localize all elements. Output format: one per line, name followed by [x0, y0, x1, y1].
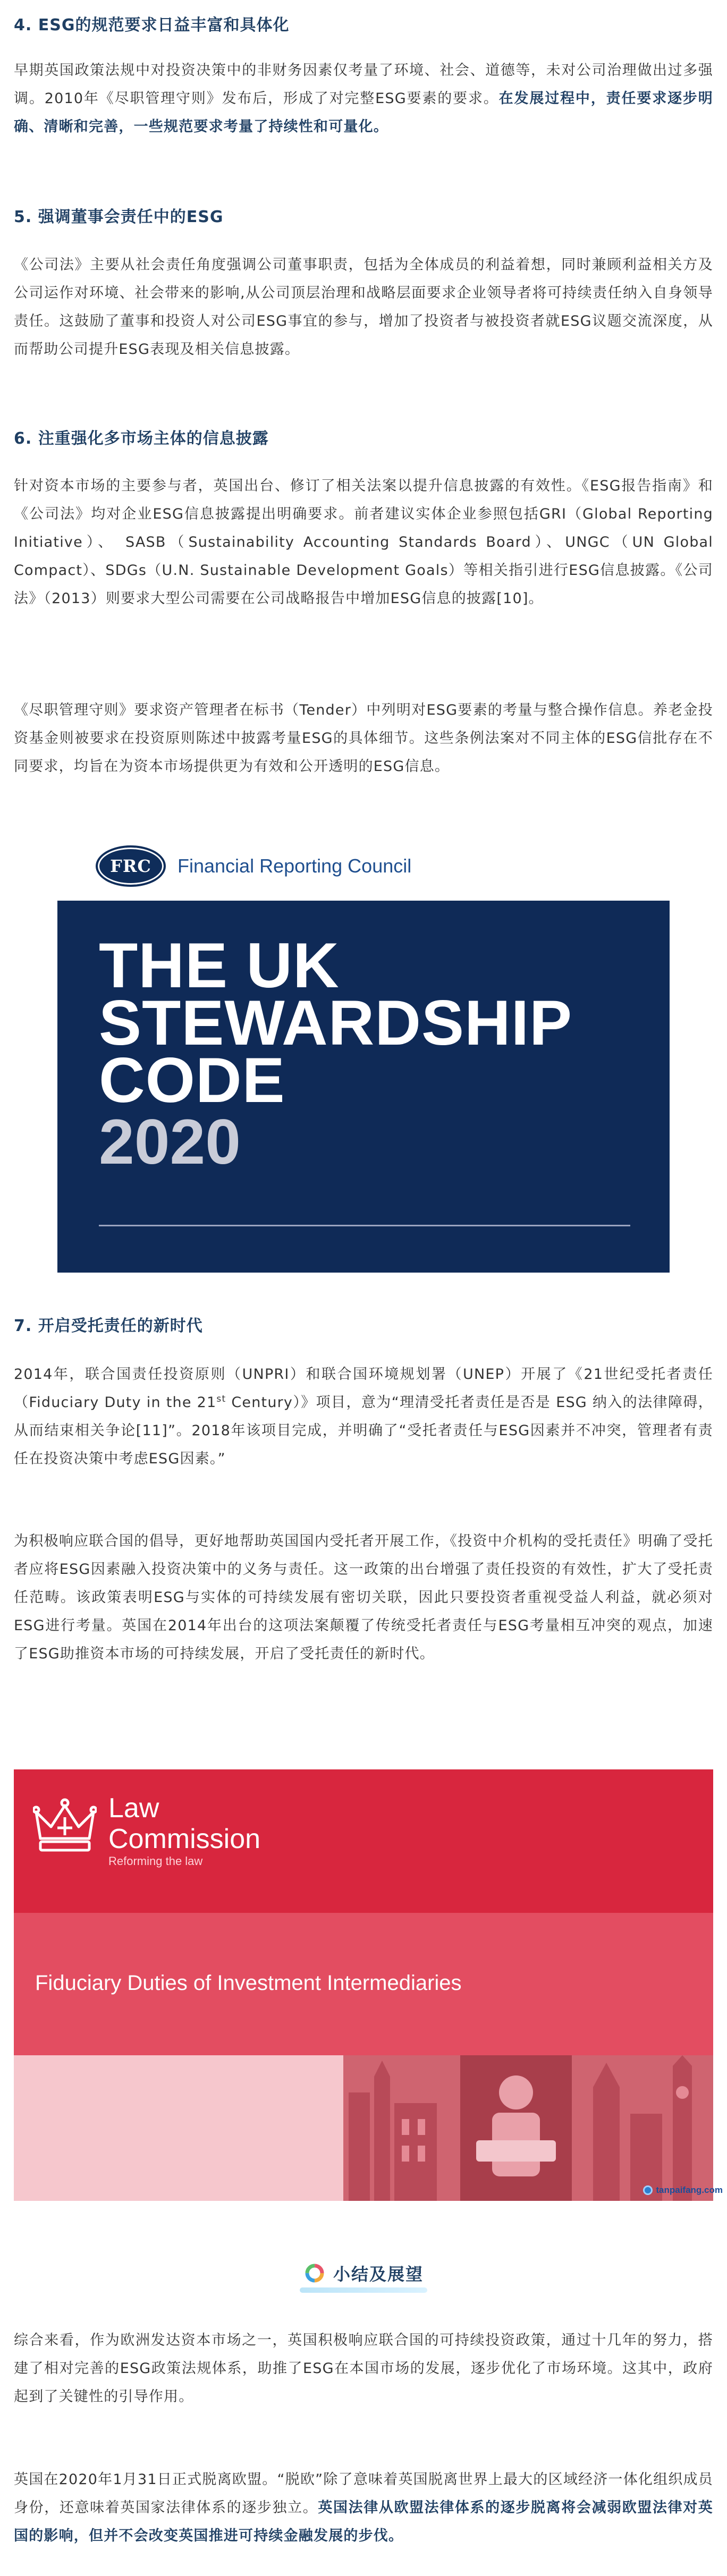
summary-underline	[300, 2287, 427, 2293]
photo-collage	[343, 2055, 713, 2201]
section-7-text-b: Century）》项目，意为“理清受托者责任是否是 ESG 纳入的法律障碍，从而结束相关争论[11]”。2018年该项目完成，并明确了“受托者责任与ESG因素并不冲突，管理者有责任在投资决策中考虑ESG因素。”	[14, 1394, 713, 1467]
section-6-title: 6. 注重强化多市场主体的信息披露	[14, 429, 269, 448]
section-5-title: 5. 强调董事会责任中的ESG	[14, 208, 224, 226]
cover-title: THE UK STEWARDSHIP CODE	[99, 930, 573, 1116]
law-commission-tagline: Reforming the law	[108, 1854, 203, 1868]
colorful-ring-icon	[303, 2262, 326, 2284]
law-commission-title: Law Commission	[108, 1793, 261, 1854]
summary-paragraph-1: 综合来看，作为欧洲发达资本市场之一，英国积极响应联合国的可持续投资政策，通过十几年的努力，搭建了相对完善的ESG政策法规体系，助推了ESG在本国市场的发展，逐步优化了市场环境。这其中，政府起到了关键性的引导作用。	[14, 2332, 713, 2405]
law-commission-band	[14, 1913, 713, 2055]
frc-logo: FRC	[96, 845, 166, 887]
section-4-paragraph	[14, 56, 713, 141]
pale-panel	[14, 2055, 343, 2201]
section-4-title: 4. ESG的规范要求日益丰富和具体化	[14, 16, 290, 35]
frc-org-name: Financial Reporting Council	[177, 855, 412, 877]
summary-heading	[0, 2257, 727, 2289]
report-title: Fiduciary Duties of Investment Intermediaries	[35, 1971, 462, 1995]
cover-year: 2020	[99, 1106, 241, 1177]
stewardship-code-image	[57, 842, 670, 1273]
crown-icon	[33, 1796, 97, 1865]
watermark-text: tanpaifang.com	[656, 2185, 723, 2195]
section-6-paragraph-2: 《尽职管理守则》要求资产管理者在标书（Tender）中列明对ESG要素的考量与整合操作信息。养老金投资基金则被要求在投资原则陈述中披露考量ESG的具体细节。这些条例法案对不同主体的ESG信批存在不同要求，均旨在为资本市场提供更为有效和公开透明的ESG信息。	[14, 702, 713, 775]
law-commission-header	[14, 1769, 713, 1913]
summary-text: 英国在2020年1月31日正式脱离欧盟。“脱欧”除了意味着英国脱离世界上最大的区域经济一体化组织成员身份，还意味着英国家法律体系的逐步独立。	[14, 2471, 713, 2516]
section-7-text-a: 2014年，联合国责任投资原则（UNPRI）和联合国环境规划署（UNEP）开展了《21世纪受托者责任（Fiduciary Duty in the 21	[14, 1366, 713, 1411]
watermark-logo-icon	[643, 2185, 653, 2195]
section-5-paragraph: 《公司法》主要从社会责任角度强调公司董事职责，包括为全体成员的利益着想，同时兼顾利益相关方及公司运作对环境、社会带来的影响,从公司顶层治理和战略层面要求企业领导者将可持续责任纳入自身领导责任。这鼓励了董事和投资人对公司ESG事宜的参与，增加了投资者与被投资者就ESG议题交流深度，从而帮助公司提升ESG表现及相关信息披露。	[14, 257, 713, 358]
section-7-paragraph-2: 为积极响应联合国的倡导，更好地帮助英国国内受托者开展工作，《投资中介机构的受托责任》明确了受托者应将ESG因素融入投资决策中的义务与责任。这一政策的出台增强了责任投资的有效性，扩大了受托责任范畴。该政策表明ESG与实体的可持续发展有密切关联，因此只要投资者重视受益人利益，就必须对ESG进行考量。英国在2014年出台的这项法案颠覆了传统受托者责任与ESG考量相互冲突的观点，加速了ESG助推资本市场的可持续发展，开启了受托责任的新时代。	[14, 1533, 713, 1662]
section-6-paragraph-1: 针对资本市场的主要参与者，英国出台、修订了相关法案以提升信息披露的有效性。《ESG报告指南》和《公司法》均对企业ESG信息披露提出明确要求。前者建议实体企业参照包括GRI（Global Reporting Initiative）、 SASB（Sustainability Accounting Standards Board）、UNGC（UN Global Compact）、SDGs（U.N. Sustainable Development Goals）等相关指引进行ESG信息披露。《公司法》（2013）则要求大型公司需要在公司战略报告中增加ESG信息的披露[10]。	[14, 478, 713, 607]
site-watermark	[643, 2185, 723, 2196]
section-7-paragraph-1	[14, 1360, 713, 1473]
section-4-highlight: 在发展过程中，责任要求逐步明确、清晰和完善，一些规范要求考量了持续性和可量化。	[14, 90, 713, 135]
law-commission-photo-strip	[14, 2055, 713, 2201]
cover-divider	[99, 1225, 630, 1226]
frc-header	[96, 842, 411, 890]
ordinal-suffix: st	[216, 1394, 226, 1404]
section-7-title: 7. 开启受托责任的新时代	[14, 1317, 203, 1335]
summary-title: 小结及展望	[333, 2264, 424, 2284]
stewardship-code-cover	[57, 901, 670, 1273]
summary-highlight: 英国法律从欧盟法律体系的逐步脱离将会减弱欧盟法律对英国的影响，但并不会改变英国推进可持续金融发展的步伐。	[14, 2499, 714, 2544]
summary-paragraph-2	[14, 2465, 713, 2550]
building-photo-graphic	[343, 2055, 713, 2201]
law-commission-image	[14, 1769, 713, 2201]
section-4-text: 早期英国政策法规中对投资决策中的非财务因素仅考量了环境、社会、道德等，未对公司治理做出过多强调。2010年《尽职管理守则》发布后，形成了对完整ESG要素的要求。	[14, 62, 713, 107]
